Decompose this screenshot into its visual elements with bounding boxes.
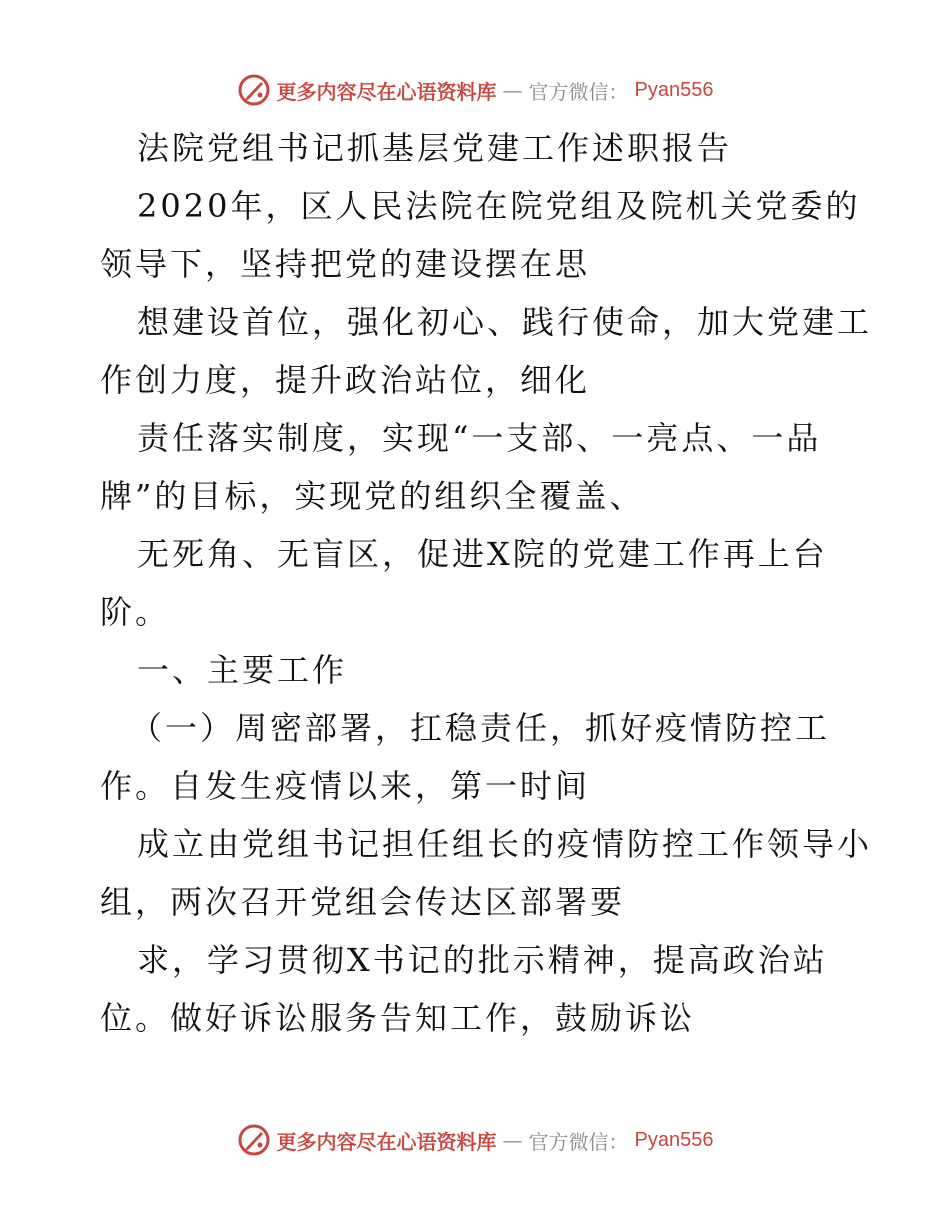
footer-watermark xyxy=(0,1120,950,1160)
watermark-brand: 更多内容尽在心语资料库 xyxy=(276,1129,497,1154)
watermark-contact-id: Pyan556 xyxy=(634,1128,714,1151)
watermark-contact-label: 官方微信： xyxy=(528,79,629,104)
watermark-separator: — xyxy=(502,78,523,102)
paragraph-line: 位。做好诉讼服务告知工作，鼓励诉讼 xyxy=(100,999,696,1037)
feather-pen-logo-icon xyxy=(237,1123,271,1157)
paragraph-line: 责任落实制度，实现“一支部、一亮点、一品 xyxy=(137,419,822,457)
paragraph-line: 领导下，坚持把党的建设摆在思 xyxy=(100,245,591,283)
paragraph-line: 组，两次召开党组会传达区部署要 xyxy=(100,883,626,921)
paragraph-line: 作。自发生疫情以来，第一时间 xyxy=(100,767,591,805)
paragraph-line: 牌”的目标，实现党的组织全覆盖、 xyxy=(100,477,645,515)
paragraph-line: 求，学习贯彻X书记的批示精神，提高政治站 xyxy=(137,941,828,979)
section-heading: 一、主要工作 xyxy=(137,651,348,689)
watermark-contact-id: Pyan556 xyxy=(634,78,714,101)
watermark-contact-label: 官方微信： xyxy=(528,1129,629,1154)
subsection-heading: （一）周密部署，扛稳责任，抓好疫情防控工 xyxy=(130,709,831,747)
paragraph-line: 作创力度，提升政治站位，细化 xyxy=(100,361,591,399)
paragraph-line: 无死角、无盲区，促进X院的党建工作再上台 xyxy=(137,535,828,573)
document-title: 法院党组书记抓基层党建工作述职报告 xyxy=(137,129,733,167)
paragraph-line: 成立由党组书记担任组长的疫情防控工作领导小 xyxy=(137,825,873,863)
watermark-brand: 更多内容尽在心语资料库 xyxy=(276,79,497,104)
paragraph-line: 2020年，区人民法院在院党组及院机关党委的 xyxy=(137,187,861,225)
paragraph-line: 阶。 xyxy=(100,593,171,631)
paragraph-line: 想建设首位，强化初心、践行使命，加大党建工 xyxy=(137,303,873,341)
header-watermark xyxy=(0,70,950,110)
feather-pen-logo-icon xyxy=(237,73,271,107)
watermark-separator: — xyxy=(502,1128,523,1152)
